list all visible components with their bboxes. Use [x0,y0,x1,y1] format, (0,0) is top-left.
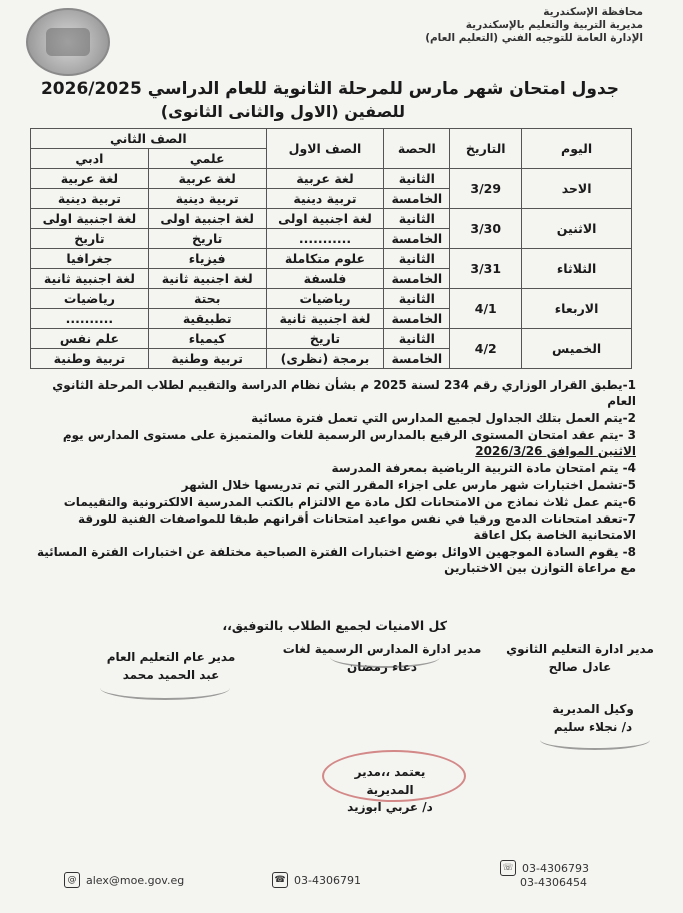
note-item [30,427,636,459]
cell-period: الخامسة [384,229,450,249]
signature-title: مدير عام التعليم العام [106,650,236,664]
cell-day: الخميس [522,329,632,369]
page-title: جدول امتحان شهر مارس للمرحلة الثانوية للعام الدراسي 2026/2025 [40,79,620,99]
cell-literary: تربية دينية [31,189,149,209]
cell-literary: لغة اجنبية اولى [31,209,149,229]
cell-science: لغة اجنبية اولى [148,209,266,229]
signature-name: د/ نجلاء سليم [553,720,633,734]
cell-period: الثانية [384,329,450,349]
cell-first-grade: برمجة (نظرى) [266,349,384,369]
note-item: 4- يتم امتحان مادة التربية الرياضية بمعرفة المدرسة [331,461,636,475]
header-period: الحصة [384,129,450,169]
ministry-seal-logo [26,8,110,76]
header-day: اليوم [522,129,632,169]
footer-fax-text: 03-4306791 [294,873,361,887]
footer-phone-2-row [520,876,587,889]
cell-literary: لغة اجنبية ثانية [31,269,149,289]
cell-day: الثلاثاء [522,249,632,289]
footer-email-text: alex@moe.gov.eg [86,873,185,887]
header-date: التاريخ [450,129,522,169]
letterhead-directorate: مديرية التربية والتعليم بالإسكندرية [465,19,643,31]
handwritten-signature [100,676,230,700]
cell-period: الخامسة [384,269,450,289]
cell-first-grade: لغة اجنبية اولى [266,209,384,229]
handwritten-signature [330,646,440,668]
note-3-day: يوم [62,428,84,442]
schedule-row [31,289,632,309]
cell-literary: رياضيات [31,289,149,309]
cell-science: فيزياء [148,249,266,269]
cell-first-grade: رياضيات [266,289,384,309]
notes-list [30,377,636,577]
signature-name: عبد الحميد محمد [122,668,220,682]
cell-date: 3/31 [450,249,522,289]
signature-title: وكيل المديرية [552,702,634,716]
note-item: 5-تشمل اختبارات شهر مارس على اجزاء المقرر التي تم تدريسها خلال الشهر [181,478,636,492]
signature-title: مدير ادارة التعليم الثانوي [506,642,654,656]
note-item: 2-يتم العمل بتلك الجداول لجميع المدارس التي تعمل فترة مسائية [251,411,636,425]
cell-day: الاحد [522,169,632,209]
cell-literary: علم نفس [31,329,149,349]
cell-literary: تاريخ [31,229,149,249]
note-item: 1-يطبق القرار الوزاري رقم 234 لسنة 2025 م بشأن نظام الدراسة والتقييم لطلاب المرحلة الثانوي العام [52,378,636,408]
phone-icon: ☏ [500,860,516,876]
footer-email [64,872,184,888]
schedule-row [31,249,632,269]
cell-science: تطبيقية [148,309,266,329]
cell-day: الاربعاء [522,289,632,329]
handwritten-signature [540,730,650,750]
signature-name: دعاء رمضان [346,660,418,674]
header-second-grade: الصف الثاني [31,129,267,149]
signature-name: عادل صالح [548,660,612,674]
note-item: 6-يتم عمل ثلاث نماذج من الامتحانات لكل مادة مع الالتزام بالكتب المدرسية الالكترونية والتقييمات [63,495,636,509]
cell-first-grade: تربية دينية [266,189,384,209]
footer-fax [272,872,361,888]
approval-label: يعتمد ،،مدير المديرية [354,765,426,797]
cell-period: الخامسة [384,309,450,329]
cell-date: 4/1 [450,289,522,329]
letterhead-department: الإدارة العامة للتوجيه الفني (التعليم العام) [425,32,643,44]
fax-icon: ☎ [272,872,288,888]
note-item: 7-تعقد امتحانات الدمج ورقيا في نفس مواعيد امتحانات أقرانهم طبقا للمواصفات الفنية للورقة الامتحانية الخاصة بكل اعاقة [77,512,636,542]
cell-science: تربية وطنية [148,349,266,369]
cell-literary: لغة عربية [31,169,149,189]
header-first-grade: الصف الاول [266,129,384,169]
cell-science: لغة اجنبية ثانية [148,269,266,289]
footer-phone-2: 03-4306454 [520,876,587,889]
cell-date: 3/29 [450,169,522,209]
signature-title: مدير ادارة المدارس الرسمية لغات [282,642,482,656]
cell-period: الثانية [384,249,450,269]
letterhead [403,6,643,45]
cell-period: الخامسة [384,189,450,209]
cell-day: الاثنين [522,209,632,249]
cell-first-grade: لغة عربية [266,169,384,189]
cell-first-grade: ........... [266,229,384,249]
exam-schedule-table [30,128,632,369]
note-3-text: 3 -يتم عقد امتحان المستوى الرفيع بالمدارس الرسمية للغات والمتميزة على مستوى المدارس [87,428,636,442]
cell-period: الثانية [384,169,450,189]
cell-first-grade: فلسفة [266,269,384,289]
cell-period: الثانية [384,209,450,229]
approval-name: د/ عربي ابوزيد [347,800,433,814]
footer-phone [500,860,589,876]
cell-period: الخامسة [384,349,450,369]
cell-date: 4/2 [450,329,522,369]
note-item: 8- يقوم السادة الموجهين الاوائل بوضع اختبارات الفترة الصباحية مختلفة عن اختبارات الفترة المسائية مع مراعاة التوازن بين الاختبارين [36,545,636,575]
schedule-row [31,209,632,229]
email-icon: @ [64,872,80,888]
note-3-date: الاثنين الموافق 2026/3/26 [475,444,636,458]
cell-science: بحتة [148,289,266,309]
cell-literary: تربية وطنية [31,349,149,369]
cell-first-grade: تاريخ [266,329,384,349]
cell-date: 3/30 [450,209,522,249]
cell-literary: .......... [31,309,149,329]
header-science: علمي [148,149,266,169]
cell-period: الثانية [384,289,450,309]
cell-science: تاريخ [148,229,266,249]
header-literary: ادبي [31,149,149,169]
footer-phone-1: 03-4306793 [522,861,589,875]
cell-first-grade: لغة اجنبية ثانية [266,309,384,329]
cell-science: لغة عربية [148,169,266,189]
cell-science: تربية دينية [148,189,266,209]
schedule-body [31,169,632,369]
footer [0,858,683,898]
cell-science: كيمياء [148,329,266,349]
cell-first-grade: علوم متكاملة [266,249,384,269]
signature-secondary-education [495,640,665,676]
schedule-row [31,169,632,189]
schedule-row [31,329,632,349]
page-subtitle: للصفين (الاول والثانى الثانوى) [160,102,405,121]
cell-literary: جغرافيا [31,249,149,269]
letterhead-governorate: محافظة الإسكندرية [543,6,643,18]
closing-wish: كل الامنيات لجميع الطلاب بالتوفيق،، [222,618,447,633]
